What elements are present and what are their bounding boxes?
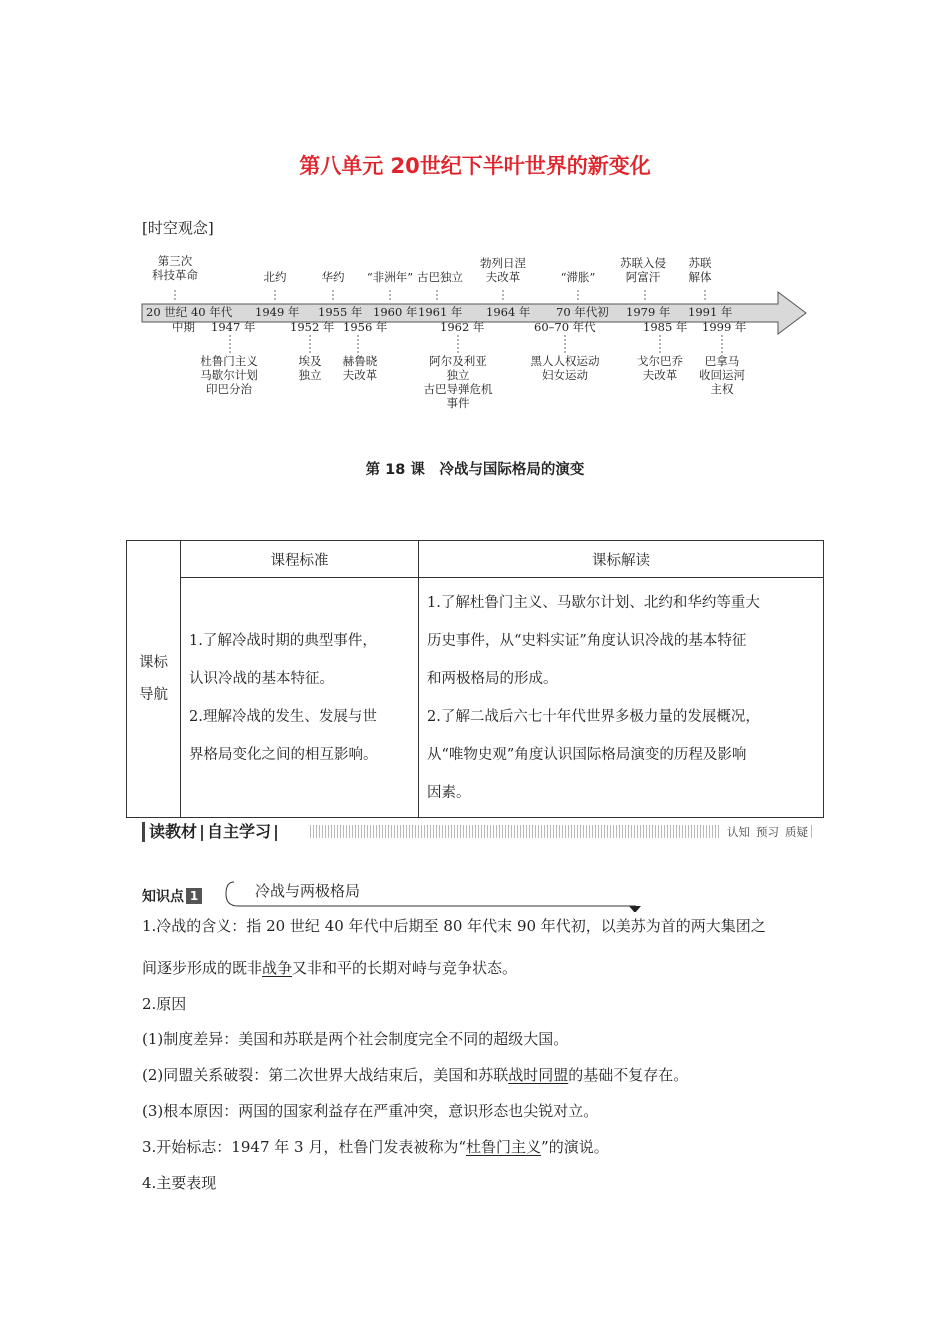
event-stagflation: “滞胀” — [560, 270, 596, 284]
date-1960: 1960 年 — [373, 305, 418, 319]
knowledge-point-number: 1 — [186, 888, 202, 904]
date-1962: 1962 年 — [440, 320, 485, 334]
col-header-standard: 课程标准 — [181, 541, 419, 578]
event-cuba-independence: 古巴独立 — [417, 270, 463, 284]
event-algeria-cuba-crisis: 阿尔及利亚 独立 古巴导弹危机 事件 — [423, 354, 493, 410]
banner-title: 读教材 自主学习 — [142, 822, 287, 842]
knowledge-point-header — [142, 880, 642, 910]
para-reason-2: (2)同盟关系破裂：第二次世界大战结束后，美国和苏联战时同盟的基础不复存在。 — [142, 1066, 689, 1084]
event-nato: 北约 — [263, 270, 287, 284]
date-1985: 1985 年 — [643, 320, 688, 334]
side-label: 课标 导航 — [127, 541, 181, 818]
date-1949: 1949 年 — [255, 305, 300, 319]
date-1979: 1979 年 — [626, 305, 671, 319]
date-1964: 1964 年 — [486, 305, 531, 319]
banner-tags: 认知 预习 质疑 — [719, 824, 810, 840]
event-brezhnev-reform: 勃列日涅 夫改革 — [480, 256, 526, 284]
para-reason-3: (3)根本原因：两国的国家利益存在严重冲突，意识形态也尖锐对立。 — [142, 1102, 599, 1120]
unit-title: 第八单元 20世纪下半叶世界的新变化 — [299, 154, 651, 178]
section-label: [时空观念] — [142, 219, 214, 237]
event-egypt-independence: 埃及 独立 — [298, 354, 322, 382]
date-1952: 1952 年 — [290, 320, 335, 334]
date-1991: 1991 年 — [688, 305, 733, 319]
standard-content: 1.了解冷战时期的典型事件， 认识冷战的基本特征。 2.理解冷战的发生、发展与世 界格局变化之间的相互影响。 — [181, 578, 419, 818]
event-ussr-dissolution: 苏联 解体 — [688, 256, 712, 284]
lesson-title: 第 18 课 冷战与国际格局的演变 — [365, 462, 585, 478]
date-1961: 1961 年 — [418, 305, 463, 319]
col-header-interpretation: 课标解读 — [419, 541, 824, 578]
knowledge-point-label: 知识点 1 — [142, 886, 202, 906]
event-sci-tech-revolution: 第三次 科技革命 — [152, 254, 198, 282]
event-panama-canal: 巴拿马 收回运河 主权 — [699, 354, 745, 396]
event-soviet-afghanistan: 苏联入侵 阿富汗 — [620, 256, 666, 284]
date-1956: 1956 年 — [343, 320, 388, 334]
para-start-sign: 3.开始标志：1947 年 3 月，杜鲁门发表被称为“杜鲁门主义”的演说。 — [142, 1138, 609, 1156]
para-definition-2: 间逐步形成的既非战争又非和平的长期对峙与竞争状态。 — [142, 959, 518, 977]
para-reasons: 2.原因 — [142, 995, 187, 1013]
date-1999: 1999 年 — [702, 320, 747, 334]
event-warsaw-pact: 华约 — [321, 270, 345, 284]
date-1940s: 20 世纪 40 年代 — [146, 305, 233, 319]
para-main-manifestations: 4.主要表现 — [142, 1174, 217, 1192]
event-khrushchev-reform: 赫鲁晓 夫改革 — [342, 354, 378, 382]
standards-table — [126, 540, 824, 818]
date-1947: 1947 年 — [211, 320, 256, 334]
event-truman-doctrine: 杜鲁门主义 马歇尔计划 印巴分治 — [200, 354, 258, 396]
event-civil-rights: 黑人人权运动 妇女运动 — [530, 354, 600, 382]
date-mid-label: 中期 — [172, 320, 195, 334]
knowledge-point-topic: 冷战与两极格局 — [255, 882, 361, 900]
date-60s-70s: 60–70 年代 — [534, 320, 596, 334]
para-definition-1: 1.冷战的含义：指 20 世纪 40 年代中后期至 80 年代末 90 年代初，以美苏为首的两大集团之 — [142, 917, 766, 935]
date-1955: 1955 年 — [318, 305, 363, 319]
interpretation-content: 1.了解杜鲁门主义、马歇尔计划、北约和华约等重大 历史事件，从“史料实证”角度认识冷战的基本特征 和两极格局的形成。 2.了解二战后六七十年代世界多极力量的发展概况， 从“唯物史观”角度认识国际格局演变的历程及影响 因素。 — [419, 578, 824, 818]
para-reason-1: (1)制度差异：美国和苏联是两个社会制度完全不同的超级大国。 — [142, 1030, 569, 1048]
section-banner — [142, 822, 812, 842]
event-africa-year: “非洲年” — [366, 270, 414, 284]
event-gorbachev-reform: 戈尔巴乔 夫改革 — [637, 354, 683, 382]
date-early-70s: 70 年代初 — [556, 305, 609, 319]
